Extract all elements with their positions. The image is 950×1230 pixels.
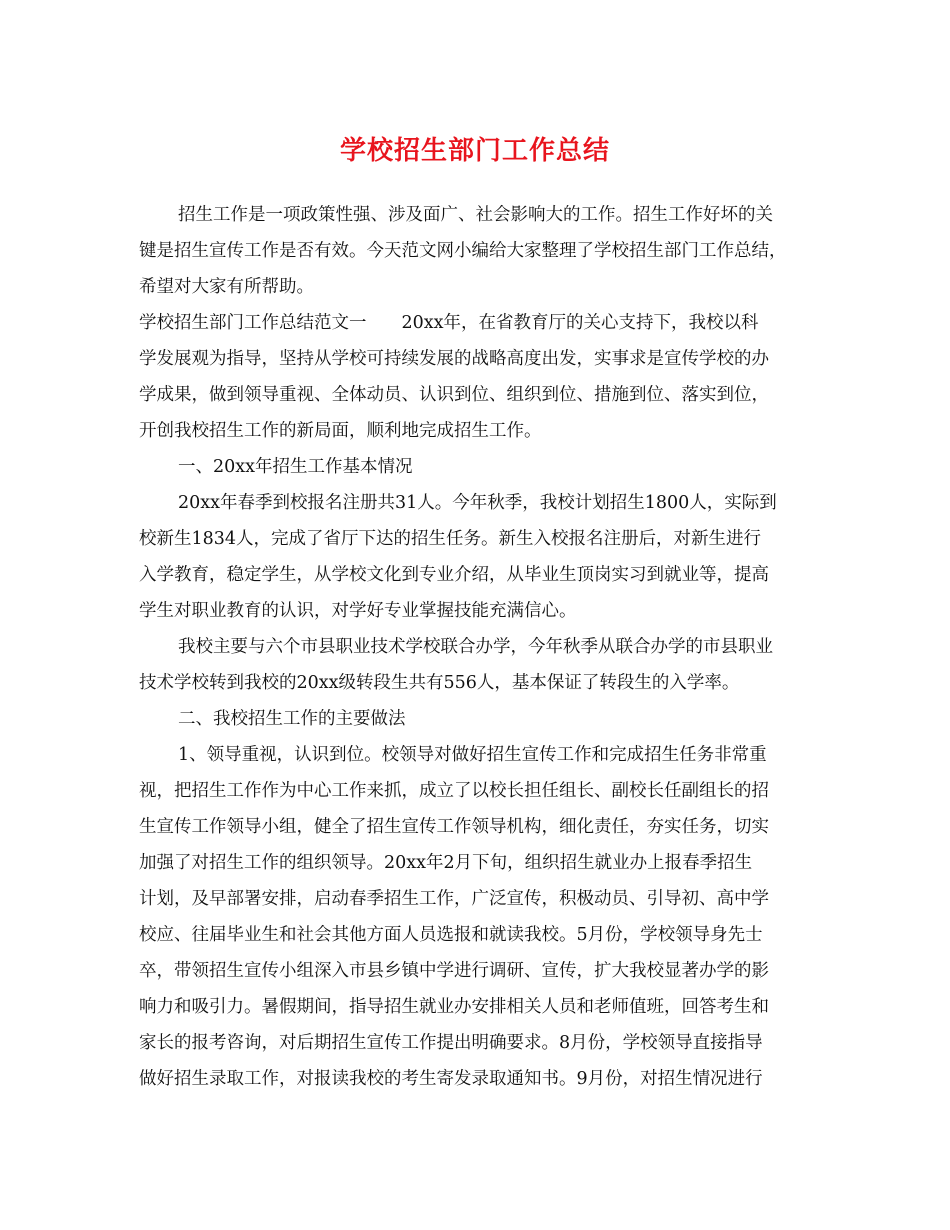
paragraph-line: 家长的报考咨询，对后期招生宣传工作提出明确要求。8月份，学校领导直接指导 <box>139 1033 763 1053</box>
paragraph-line: 校新生1834人，完成了省厅下达的招生任务。新生入校报名注册后，对新生进行 <box>139 529 762 549</box>
paragraph-line: 卒，带领招生宣传小组深入市县乡镇中学进行调研、宣传，扩大我校显著办学的影 <box>139 961 769 981</box>
paragraph-line: 做好招生录取工作，对报读我校的考生寄发录取通知书。9月份，对招生情况进行 <box>139 1069 763 1089</box>
document-title: 学校招生部门工作总结 <box>339 136 610 166</box>
paragraph-line: 视，把招生工作作为中心工作来抓，成立了以校长担任组长、副校长任副组长的招 <box>139 781 769 801</box>
paragraph-line: 计划，及早部署安排，启动春季招生工作，广泛宣传，积极动员、引导初、高中学 <box>139 889 769 909</box>
paragraph-line: 学发展观为指导，坚持从学校可持续发展的战略高度出发，实事求是宣传学校的办 <box>139 349 769 369</box>
paragraph-line: 学校招生部门工作总结范文一 20xx年，在省教育厅的关心支持下，我校以科 <box>139 313 759 333</box>
paragraph-line: 希望对大家有所帮助。 <box>139 277 314 297</box>
paragraph-line: 技术学校转到我校的20xx级转段生共有556人，基本保证了转段生的入学率。 <box>139 673 740 693</box>
paragraph-line: 1、领导重视，认识到位。校领导对做好招生宣传工作和完成招生任务非常重 <box>178 745 767 765</box>
paragraph-line: 20xx年春季到校报名注册共31人。今年秋季，我校计划招生1800人，实际到 <box>178 493 777 513</box>
paragraph-line: 学成果，做到领导重视、全体动员、认识到位、组织到位、措施到位、落实到位， <box>139 385 769 405</box>
paragraph-line: 生宣传工作领导小组，健全了招生宣传工作领导机构，细化责任，夯实任务，切实 <box>139 817 769 837</box>
paragraph-line: 加强了对招生工作的组织领导。20xx年2月下旬，组织招生就业办上报春季招生 <box>139 853 753 873</box>
paragraph-line: 入学教育，稳定学生，从学校文化到专业介绍，从毕业生顶岗实习到就业等，提高 <box>139 565 769 585</box>
paragraph-line: 招生工作是一项政策性强、涉及面广、社会影响大的工作。招生工作好坏的关 <box>178 205 773 225</box>
section-heading: 二、我校招生工作的主要做法 <box>178 709 406 729</box>
paragraph-line: 校应、往届毕业生和社会其他方面人员选报和就读我校。5月份，学校领导身先士 <box>139 925 763 945</box>
paragraph-line: 学生对职业教育的认识，对学好专业掌握技能充满信心。 <box>139 601 577 621</box>
paragraph-line: 我校主要与六个市县职业技术学校联合办学，今年秋季从联合办学的市县职业 <box>178 637 773 657</box>
section-heading: 一、20xx年招生工作基本情况 <box>178 457 413 477</box>
paragraph-line: 开创我校招生工作的新局面，顺利地完成招生工作。 <box>139 421 542 441</box>
paragraph-line: 键是招生宣传工作是否有效。今天范文网小编给大家整理了学校招生部门工作总结， <box>139 241 787 261</box>
paragraph-line: 响力和吸引力。暑假期间，指导招生就业办安排相关人员和老师值班，回答考生和 <box>139 997 769 1017</box>
